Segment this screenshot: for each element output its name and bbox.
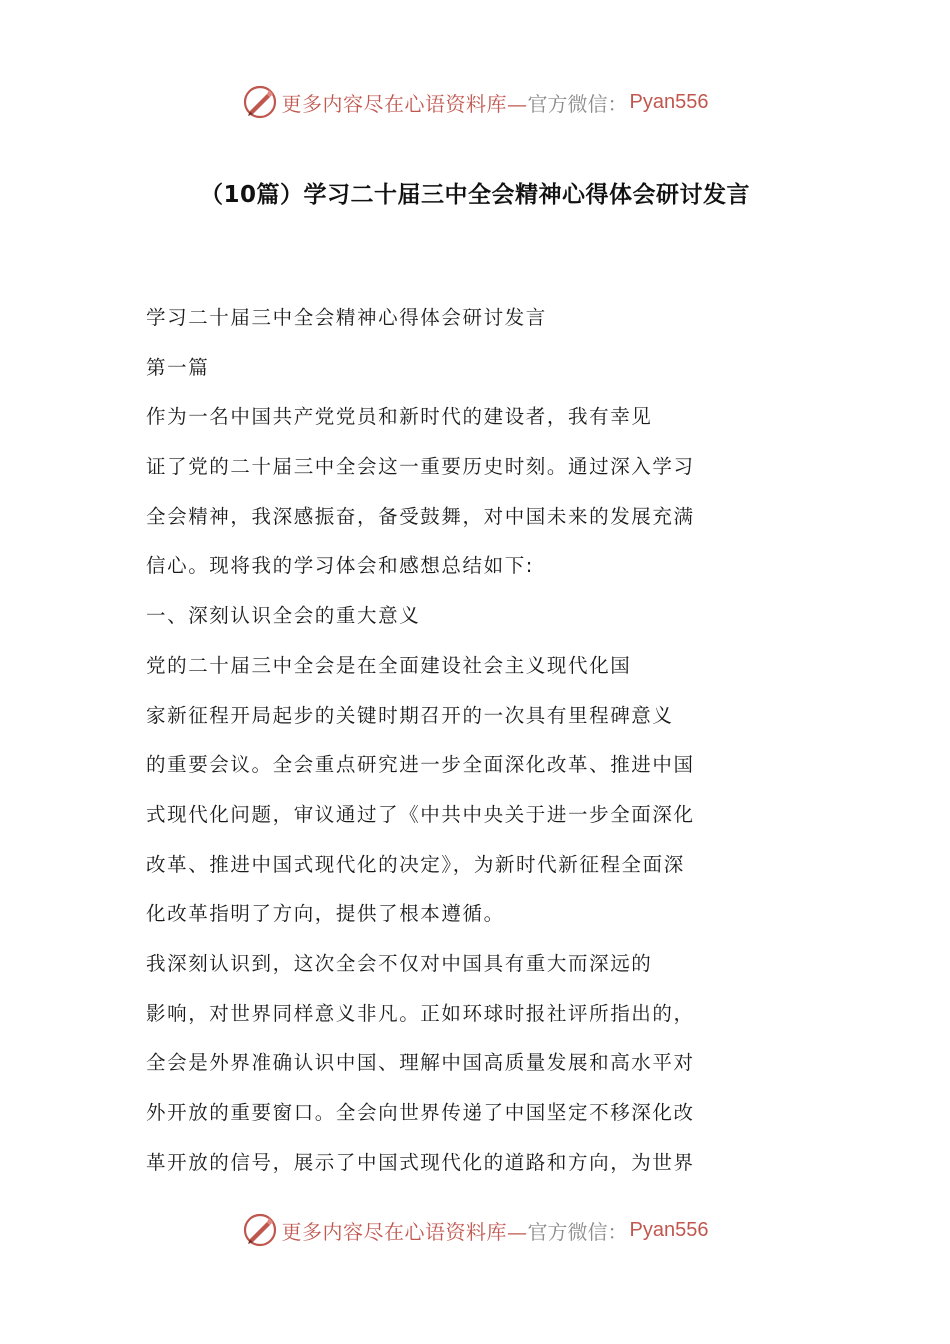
- document-title: （10篇）学习二十届三中全会精神心得体会研讨发言: [199, 182, 750, 208]
- body-line: 全会精神，我深感振奋，备受鼓舞，对中国未来的发展充满: [146, 504, 695, 528]
- banner-text: 更多内容尽在心语资料库—: [281, 91, 528, 116]
- body-line: 家新征程开局起步的关键时期召开的一次具有里程碑意义: [146, 703, 674, 727]
- body-line: 第一篇: [146, 355, 210, 379]
- body-line: 影响，对世界同样意义非凡。正如环球时报社评所指出的，: [146, 1001, 695, 1025]
- banner-wechat-label: 官方微信：: [527, 1219, 628, 1244]
- pen-logo-icon: [242, 1212, 278, 1248]
- banner-text: 更多内容尽在心语资料库—: [281, 1219, 528, 1244]
- document-body: [146, 300, 746, 1194]
- body-line: 的重要会议。全会重点研究进一步全面深化改革、推进中国: [146, 753, 695, 777]
- body-line: 革开放的信号，展示了中国式现代化的道路和方向，为世界: [146, 1150, 695, 1174]
- body-line: 外开放的重要窗口。全会向世界传递了中国坚定不移深化改: [146, 1101, 695, 1124]
- body-line: 我深刻认识到，这次全会不仅对中国具有重大而深远的: [146, 951, 653, 975]
- body-line: 改革、推进中国式现代化的决定》，为新时代新征程全面深: [146, 852, 685, 876]
- footer-banner: [0, 1210, 950, 1250]
- body-line: 作为一名中国共产党党员和新时代的建设者，我有幸见: [146, 405, 653, 429]
- body-line: 党的二十届三中全会是在全面建设社会主义现代化国: [146, 653, 632, 677]
- banner-wechat-label: 官方微信：: [527, 91, 628, 116]
- header-banner: [0, 82, 950, 122]
- body-line: 一、深刻认识全会的重大意义: [146, 604, 421, 628]
- banner-wechat-id: Pyan556: [629, 1218, 709, 1241]
- body-line: 全会是外界准确认识中国、理解中国高质量发展和高水平对: [146, 1051, 695, 1075]
- banner-wechat-id: Pyan556: [629, 90, 709, 113]
- body-line: 信心。现将我的学习体会和感想总结如下:: [146, 554, 534, 578]
- pen-logo-icon: [242, 84, 278, 120]
- body-line: 学习二十届三中全会精神心得体会研讨发言: [146, 306, 547, 329]
- body-line: 化改革指明了方向，提供了根本遵循。: [146, 902, 505, 926]
- body-line: 证了党的二十届三中全会这一重要历史时刻。通过深入学习: [146, 455, 695, 479]
- body-line: 式现代化问题，审议通过了《中共中央关于进一步全面深化: [146, 802, 695, 826]
